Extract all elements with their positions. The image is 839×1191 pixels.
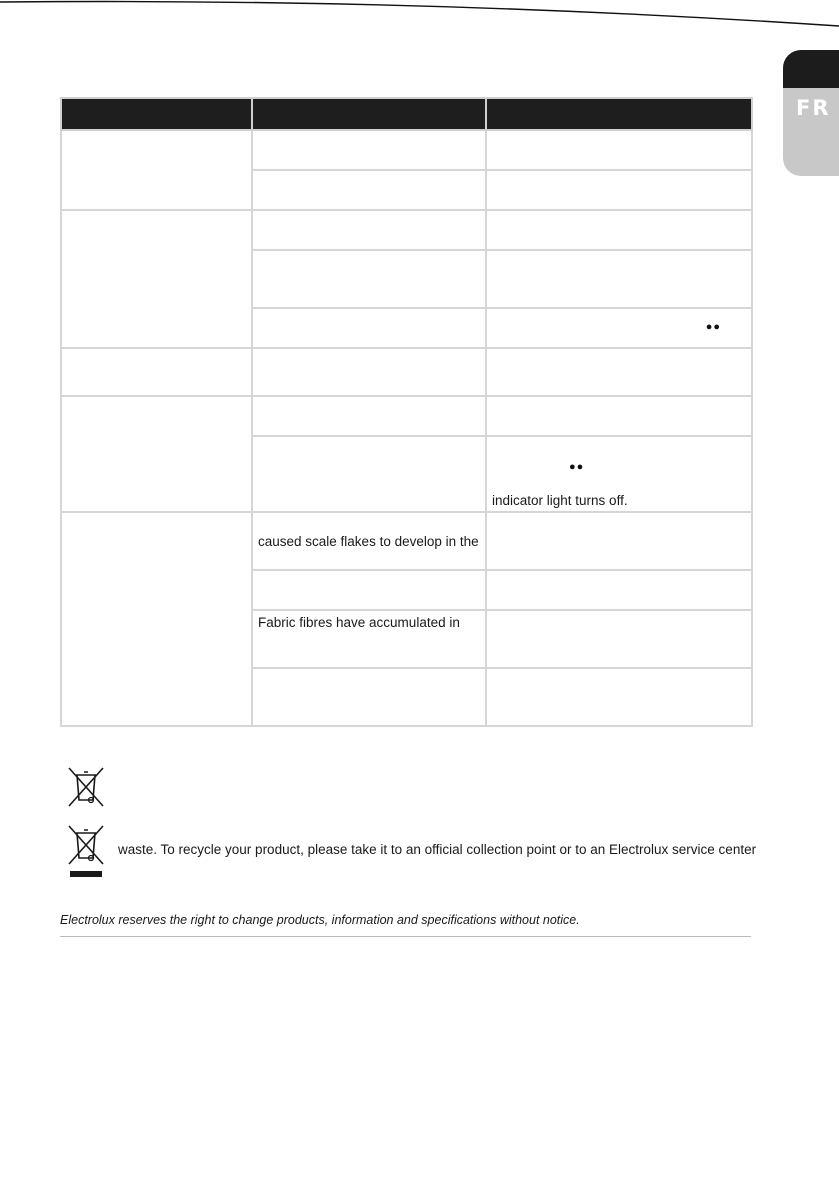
indicator-dots-icon: ●● (569, 461, 585, 473)
indicator-dots-icon: ●● (705, 321, 721, 333)
problem-cell (61, 130, 252, 210)
language-tab-top (783, 50, 839, 88)
table-row (61, 348, 752, 396)
cause-cell: Fabric fibres have accumulated in (252, 610, 486, 668)
language-tab-label: FR (796, 96, 831, 120)
problem-cell (61, 396, 252, 512)
cause-cell (252, 570, 486, 610)
table-row (61, 396, 752, 436)
cause-cell (252, 348, 486, 396)
problem-cell (61, 348, 252, 396)
header-cell-problem (61, 98, 252, 130)
problem-cell (61, 210, 252, 348)
cause-cell (252, 308, 486, 348)
solution-cell (486, 130, 752, 170)
solution-cell (486, 668, 752, 726)
solution-cell (486, 610, 752, 668)
solution-cell (486, 396, 752, 436)
header-cell-cause (252, 98, 486, 130)
solution-cell (486, 170, 752, 210)
footer-notice: Electrolux reserves the right to change products, information and specifications without notice. (60, 913, 580, 927)
table-header-row (61, 98, 752, 130)
table-row (61, 130, 752, 170)
corner-arc-decoration (0, 0, 839, 60)
cause-cell (252, 210, 486, 250)
crossed-bin-bar-icon (66, 824, 106, 878)
solution-cell (486, 210, 752, 250)
cause-cell (252, 170, 486, 210)
footer-divider (60, 936, 751, 937)
cause-cell (252, 250, 486, 308)
solution-cell-with-indicator (486, 436, 752, 512)
solution-cell (486, 250, 752, 308)
language-tab (783, 50, 839, 176)
problem-cell (61, 512, 252, 726)
cause-cell (252, 436, 486, 512)
header-cell-solution (486, 98, 752, 130)
solution-cell (486, 570, 752, 610)
solution-cell (486, 512, 752, 570)
table-row (61, 210, 752, 250)
troubleshooting-table (60, 97, 753, 727)
solution-cell-with-indicator (486, 308, 752, 348)
cause-cell (252, 396, 486, 436)
cause-cell (252, 130, 486, 170)
crossed-bin-icon (66, 766, 106, 808)
solution-cell (486, 348, 752, 396)
solution-text: indicator light turns off. (492, 493, 628, 508)
disposal-text: waste. To recycle your product, please take it to an official collection point or to an Electrolux service center (118, 842, 757, 857)
cause-cell: caused scale flakes to develop in the (252, 512, 486, 570)
cause-cell (252, 668, 486, 726)
table-row (61, 512, 752, 570)
